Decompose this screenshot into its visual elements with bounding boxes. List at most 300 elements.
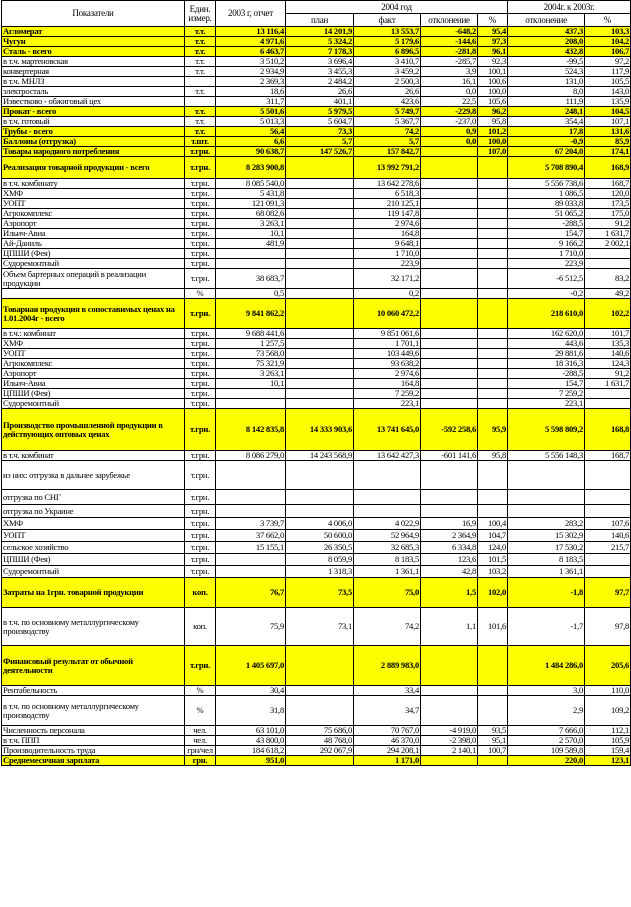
deviation-cell: 1,1 [421, 608, 478, 646]
value-2003-cell [216, 461, 286, 490]
indicator-cell: Затраты на 1грн. товарной продукции [2, 578, 185, 608]
unit-cell: т.грн. [185, 359, 216, 369]
deviation-cell [421, 239, 478, 249]
fact-2004-cell: 294 208,1 [354, 746, 421, 756]
value-2003-cell: 75,9 [216, 608, 286, 646]
value-2003-cell: 76,7 [216, 578, 286, 608]
value-2003-cell: 9 688 441,6 [216, 329, 286, 339]
comp-deviation-cell: -6 512,5 [508, 269, 585, 289]
unit-cell: т.грн. [185, 179, 216, 189]
header-2004: 2004 год [286, 1, 508, 14]
percent-cell [478, 239, 508, 249]
table-row [2, 269, 631, 289]
fact-2004-cell: 164,8 [354, 379, 421, 389]
percent-cell: 100,4 [478, 518, 508, 530]
value-2003-cell: 30,4 [216, 686, 286, 696]
comp-percent-cell: 102,2 [585, 299, 631, 329]
table-row [2, 736, 631, 746]
percent-cell: 101,5 [478, 554, 508, 566]
percent-cell: 96,2 [478, 107, 508, 117]
table-row [2, 127, 631, 137]
deviation-cell [421, 219, 478, 229]
percent-cell [478, 289, 508, 299]
comp-deviation-cell: 67 204,0 [508, 147, 585, 157]
fact-2004-cell: 13 741 645,0 [354, 409, 421, 451]
value-2003-cell: 38 683,7 [216, 269, 286, 289]
header-unit: Един. измер. [185, 1, 216, 27]
percent-cell: 95,9 [478, 409, 508, 451]
indicator-cell: электросталь [2, 87, 185, 97]
percent-cell: 100,7 [478, 746, 508, 756]
fact-2004-cell: 32 171,2 [354, 269, 421, 289]
unit-cell: грн/чел [185, 746, 216, 756]
fact-2004-cell: 103 449,6 [354, 349, 421, 359]
comp-deviation-cell: 223,1 [508, 399, 585, 409]
value-2003-cell: 184 618,2 [216, 746, 286, 756]
comp-deviation-cell: 5 556 738,6 [508, 179, 585, 189]
plan-2004-cell [286, 289, 354, 299]
fact-2004-cell: 7 259,2 [354, 389, 421, 399]
header-row-1 [2, 1, 631, 14]
indicator-cell: отгрузка по Украине [2, 505, 185, 518]
fact-2004-cell: 1 710,0 [354, 249, 421, 259]
indicator-cell: УОПТ [2, 349, 185, 359]
indicator-cell: ЦПШИ (Фея) [2, 249, 185, 259]
unit-cell: т.грн. [185, 451, 216, 461]
comp-percent-cell: 159,4 [585, 746, 631, 756]
comp-percent-cell: 2 002,1 [585, 239, 631, 249]
comp-deviation-cell: 5 598 809,2 [508, 409, 585, 451]
table-row [2, 77, 631, 87]
deviation-cell [421, 686, 478, 696]
indicator-cell: Ильич-Авиа [2, 379, 185, 389]
unit-cell: т.грн. [185, 505, 216, 518]
unit-cell: т.грн. [185, 147, 216, 157]
value-2003-cell [216, 505, 286, 518]
table-row [2, 249, 631, 259]
fact-2004-cell: 26,6 [354, 87, 421, 97]
percent-cell: 96,1 [478, 47, 508, 57]
indicator-cell: Агрокомплекс [2, 209, 185, 219]
comp-percent-cell [585, 389, 631, 399]
comp-deviation-cell: -288,5 [508, 219, 585, 229]
table-row [2, 566, 631, 578]
comp-deviation-cell: -0,2 [508, 289, 585, 299]
fact-2004-cell: 1 171,0 [354, 756, 421, 766]
comp-deviation-cell: 8 183,5 [508, 554, 585, 566]
deviation-cell [421, 339, 478, 349]
indicator-cell: Аэропорт [2, 219, 185, 229]
value-2003-cell: 37 662,0 [216, 530, 286, 542]
table-row [2, 349, 631, 359]
table-row [2, 87, 631, 97]
comp-deviation-cell: 354,4 [508, 117, 585, 127]
deviation-cell: 22,5 [421, 97, 478, 107]
plan-2004-cell: 4 006,0 [286, 518, 354, 530]
comp-deviation-cell: 2,9 [508, 696, 585, 726]
plan-2004-cell [286, 239, 354, 249]
percent-cell [478, 696, 508, 726]
deviation-cell: 0,9 [421, 127, 478, 137]
comp-deviation-cell: 89 033,8 [508, 199, 585, 209]
fact-2004-cell: 1 701,1 [354, 339, 421, 349]
indicator-cell: в т.ч. по основному металлургическому производству [2, 696, 185, 726]
value-2003-cell: 2 369,3 [216, 77, 286, 87]
deviation-cell [421, 461, 478, 490]
deviation-cell [421, 490, 478, 505]
value-2003-cell [216, 554, 286, 566]
fact-2004-cell: 164,8 [354, 229, 421, 239]
unit-cell [185, 77, 216, 87]
plan-2004-cell: 26 350,5 [286, 542, 354, 554]
comp-deviation-cell: 443,6 [508, 339, 585, 349]
value-2003-cell: 15 155,1 [216, 542, 286, 554]
comp-percent-cell: 112,1 [585, 726, 631, 736]
indicator-cell: Ай-Даниль [2, 239, 185, 249]
percent-cell [478, 259, 508, 269]
unit-cell: т.грн. [185, 646, 216, 686]
indicator-cell: Реализация товарной продукции - всего [2, 157, 185, 179]
value-2003-cell: 951,0 [216, 756, 286, 766]
indicator-cell: из них: отгрузка в дальнее зарубежье [2, 461, 185, 490]
unit-cell: т.грн. [185, 518, 216, 530]
indicator-cell: в т.ч. мартеновская [2, 57, 185, 67]
comp-deviation-cell [508, 490, 585, 505]
fact-2004-cell [354, 505, 421, 518]
fact-2004-cell: 33,4 [354, 686, 421, 696]
unit-cell: т.грн. [185, 157, 216, 179]
comp-deviation-cell: 131,0 [508, 77, 585, 87]
plan-2004-cell [286, 229, 354, 239]
unit-cell: т.грн. [185, 199, 216, 209]
plan-2004-cell [286, 339, 354, 349]
deviation-cell [421, 646, 478, 686]
deviation-cell [421, 179, 478, 189]
indicator-cell: Товарная продукция в сопоставимых ценах на 1.01.2004г - всего [2, 299, 185, 329]
fact-2004-cell: 74,2 [354, 127, 421, 137]
comp-deviation-cell: 17 530,2 [508, 542, 585, 554]
indicator-cell: Прокат - всего [2, 107, 185, 117]
table-row [2, 107, 631, 117]
fact-2004-cell: 157 842,7 [354, 147, 421, 157]
percent-cell: 107,0 [478, 147, 508, 157]
value-2003-cell [216, 490, 286, 505]
plan-2004-cell [286, 399, 354, 409]
table-row [2, 490, 631, 505]
fact-2004-cell: 70 767,0 [354, 726, 421, 736]
indicator-cell: УОПТ [2, 199, 185, 209]
indicator-cell: Чугун [2, 37, 185, 47]
unit-cell: т.грн. [185, 229, 216, 239]
comp-deviation-cell: 1 086,5 [508, 189, 585, 199]
comp-deviation-cell: 3,0 [508, 686, 585, 696]
percent-cell [478, 299, 508, 329]
plan-2004-cell: 2 484,2 [286, 77, 354, 87]
comp-percent-cell: 140,6 [585, 530, 631, 542]
plan-2004-cell [286, 157, 354, 179]
plan-2004-cell [286, 259, 354, 269]
indicator-cell: Производительность труда [2, 746, 185, 756]
comp-percent-cell: 168,7 [585, 179, 631, 189]
plan-2004-cell [286, 756, 354, 766]
header-comp-percent: % [585, 14, 631, 27]
indicator-cell: в т.ч. готовый [2, 117, 185, 127]
comp-deviation-cell: 283,2 [508, 518, 585, 530]
deviation-cell: 6 334,8 [421, 542, 478, 554]
percent-cell: 100,0 [478, 137, 508, 147]
table-row [2, 299, 631, 329]
table-row [2, 339, 631, 349]
unit-cell: % [185, 686, 216, 696]
fact-2004-cell [354, 490, 421, 505]
value-2003-cell: 10,1 [216, 229, 286, 239]
fact-2004-cell: 32 685,3 [354, 542, 421, 554]
unit-cell: % [185, 289, 216, 299]
comp-deviation-cell: 109 589,8 [508, 746, 585, 756]
table-row [2, 239, 631, 249]
fact-2004-cell: 3 410,7 [354, 57, 421, 67]
plan-2004-cell: 147 526,7 [286, 147, 354, 157]
percent-cell [478, 399, 508, 409]
comp-deviation-cell: 51 065,2 [508, 209, 585, 219]
fact-2004-cell [354, 461, 421, 490]
deviation-cell: 123,6 [421, 554, 478, 566]
indicator-cell: сельское хозяйство [2, 542, 185, 554]
deviation-cell [421, 209, 478, 219]
comp-deviation-cell: 154,7 [508, 379, 585, 389]
value-2003-cell: 31,8 [216, 696, 286, 726]
unit-cell: т.грн. [185, 379, 216, 389]
table-row [2, 189, 631, 199]
value-2003-cell: 3 739,7 [216, 518, 286, 530]
value-2003-cell: 5 501,6 [216, 107, 286, 117]
plan-2004-cell: 1 318,3 [286, 566, 354, 578]
comp-deviation-cell: 248,1 [508, 107, 585, 117]
deviation-cell [421, 299, 478, 329]
table-row [2, 646, 631, 686]
value-2003-cell: 9 841 862,2 [216, 299, 286, 329]
comp-percent-cell: 173,5 [585, 199, 631, 209]
percent-cell [478, 179, 508, 189]
percent-cell [478, 490, 508, 505]
header-indicators: Показатели [2, 1, 185, 27]
deviation-cell: -229,8 [421, 107, 478, 117]
comp-deviation-cell: -1,7 [508, 608, 585, 646]
comp-deviation-cell: 432,8 [508, 47, 585, 57]
percent-cell [478, 379, 508, 389]
plan-2004-cell [286, 686, 354, 696]
unit-cell: т.грн. [185, 249, 216, 259]
fact-2004-cell: 210 125,1 [354, 199, 421, 209]
indicator-cell: Финансовый результат от обычной деятельности [2, 646, 185, 686]
plan-2004-cell: 14 333 903,6 [286, 409, 354, 451]
unit-cell: коп. [185, 608, 216, 646]
comp-percent-cell: 143,0 [585, 87, 631, 97]
plan-2004-cell [286, 219, 354, 229]
fact-2004-cell: 13 642 278,6 [354, 179, 421, 189]
indicator-cell: Среднемесячная зарплата [2, 756, 185, 766]
comp-percent-cell: 104,2 [585, 37, 631, 47]
deviation-cell: 3,9 [421, 67, 478, 77]
table-row [2, 399, 631, 409]
comp-percent-cell: 215,7 [585, 542, 631, 554]
deviation-cell: 1,5 [421, 578, 478, 608]
plan-2004-cell: 3 455,3 [286, 67, 354, 77]
deviation-cell [421, 756, 478, 766]
comp-percent-cell: 101,7 [585, 329, 631, 339]
indicator-cell: ХМФ [2, 189, 185, 199]
fact-2004-cell: 5 367,7 [354, 117, 421, 127]
deviation-cell [421, 269, 478, 289]
value-2003-cell: 5 013,3 [216, 117, 286, 127]
table-row [2, 542, 631, 554]
value-2003-cell: 8 142 835,8 [216, 409, 286, 451]
indicator-cell: Сталь - всего [2, 47, 185, 57]
comp-deviation-cell: 437,3 [508, 27, 585, 37]
comp-percent-cell: 109,2 [585, 696, 631, 726]
comp-percent-cell: 174,1 [585, 147, 631, 157]
indicator-cell: в т.ч. по основному металлургическому производству [2, 608, 185, 646]
fact-2004-cell: 8 183,5 [354, 554, 421, 566]
unit-cell: т.грн. [185, 189, 216, 199]
percent-cell [478, 369, 508, 379]
fact-2004-cell: 9 851 061,6 [354, 329, 421, 339]
plan-2004-cell: 26,6 [286, 87, 354, 97]
percent-cell [478, 229, 508, 239]
plan-2004-cell [286, 490, 354, 505]
unit-cell: т.т. [185, 87, 216, 97]
fact-2004-cell: 5 749,7 [354, 107, 421, 117]
comp-deviation-cell [508, 505, 585, 518]
unit-cell: т.грн. [185, 329, 216, 339]
table-row [2, 259, 631, 269]
header-2003: 2003 г, отчет [216, 1, 286, 27]
comp-deviation-cell: -0,9 [508, 137, 585, 147]
comp-deviation-cell: 220,0 [508, 756, 585, 766]
deviation-cell [421, 389, 478, 399]
table-row [2, 726, 631, 736]
percent-cell: 105,6 [478, 97, 508, 107]
comp-percent-cell: 107,6 [585, 518, 631, 530]
deviation-cell [421, 399, 478, 409]
comp-deviation-cell: 162 620,0 [508, 329, 585, 339]
fact-2004-cell: 9 648,1 [354, 239, 421, 249]
table-body [2, 27, 631, 766]
value-2003-cell [216, 389, 286, 399]
percent-cell [478, 189, 508, 199]
deviation-cell [421, 249, 478, 259]
unit-cell: т.шт. [185, 137, 216, 147]
deviation-cell [421, 289, 478, 299]
table-row [2, 756, 631, 766]
fact-2004-cell: 4 022,9 [354, 518, 421, 530]
unit-cell: т.грн. [185, 269, 216, 289]
comp-deviation-cell: 8,0 [508, 87, 585, 97]
percent-cell: 101,6 [478, 608, 508, 646]
comp-percent-cell [585, 249, 631, 259]
value-2003-cell: 43 800,0 [216, 736, 286, 746]
indicator-cell: Объем бартерных операций в реализации продукции [2, 269, 185, 289]
value-2003-cell: 311,7 [216, 97, 286, 107]
comp-percent-cell: 97,2 [585, 57, 631, 67]
comp-deviation-cell: 1 361,1 [508, 566, 585, 578]
comp-deviation-cell: 17,8 [508, 127, 585, 137]
unit-cell: чел. [185, 726, 216, 736]
value-2003-cell: 75 321,9 [216, 359, 286, 369]
value-2003-cell: 3 510,2 [216, 57, 286, 67]
fact-2004-cell: 6 896,5 [354, 47, 421, 57]
deviation-cell [421, 359, 478, 369]
table-row [2, 686, 631, 696]
comp-percent-cell: 106,7 [585, 47, 631, 57]
deviation-cell [421, 199, 478, 209]
indicator-cell [2, 289, 185, 299]
plan-2004-cell [286, 369, 354, 379]
deviation-cell: -601 141,6 [421, 451, 478, 461]
comp-deviation-cell: 111,9 [508, 97, 585, 107]
comp-deviation-cell: 524,3 [508, 67, 585, 77]
percent-cell [478, 199, 508, 209]
comp-percent-cell: 97,7 [585, 578, 631, 608]
table-row [2, 37, 631, 47]
table-row [2, 696, 631, 726]
plan-2004-cell [286, 379, 354, 389]
unit-cell: т.грн. [185, 259, 216, 269]
percent-cell [478, 359, 508, 369]
comp-percent-cell: 131,6 [585, 127, 631, 137]
fact-2004-cell: 2 974,6 [354, 369, 421, 379]
value-2003-cell: 2 934,9 [216, 67, 286, 77]
plan-2004-cell: 5 324,2 [286, 37, 354, 47]
indicator-cell: ХМФ [2, 518, 185, 530]
table-row [2, 137, 631, 147]
plan-2004-cell: 8 059,9 [286, 554, 354, 566]
indicator-cell: Рентабельность [2, 686, 185, 696]
indicator-cell: в т.ч.: комбинат [2, 329, 185, 339]
indicator-cell: в т.ч. комбинат [2, 451, 185, 461]
indicator-cell: Судоремонтный [2, 399, 185, 409]
fact-2004-cell: 223,1 [354, 399, 421, 409]
indicator-cell: Агломерат [2, 27, 185, 37]
unit-cell: т.т. [185, 47, 216, 57]
plan-2004-cell: 75 686,0 [286, 726, 354, 736]
comp-percent-cell: 1 631,7 [585, 229, 631, 239]
indicator-cell: в т.ч. МНЛЗ [2, 77, 185, 87]
unit-cell: т.грн. [185, 409, 216, 451]
deviation-cell [421, 189, 478, 199]
plan-2004-cell [286, 189, 354, 199]
comp-deviation-cell: -99,5 [508, 57, 585, 67]
indicator-cell: ЦПШИ (Фея) [2, 554, 185, 566]
deviation-cell [421, 505, 478, 518]
indicator-cell: ЦПШИ (Фея) [2, 389, 185, 399]
value-2003-cell: 73 568,0 [216, 349, 286, 359]
comp-percent-cell: 83,2 [585, 269, 631, 289]
plan-2004-cell [286, 646, 354, 686]
unit-cell: т.грн. [185, 554, 216, 566]
unit-cell: т.грн. [185, 219, 216, 229]
percent-cell [478, 219, 508, 229]
deviation-cell [421, 229, 478, 239]
fact-2004-cell: 5 179,6 [354, 37, 421, 47]
unit-cell: т.грн. [185, 566, 216, 578]
fact-2004-cell: 13 992 791,2 [354, 157, 421, 179]
percent-cell [478, 686, 508, 696]
fact-2004-cell: 10 060 472,2 [354, 299, 421, 329]
plan-2004-cell [286, 329, 354, 339]
table-row [2, 451, 631, 461]
comp-deviation-cell: -288,5 [508, 369, 585, 379]
